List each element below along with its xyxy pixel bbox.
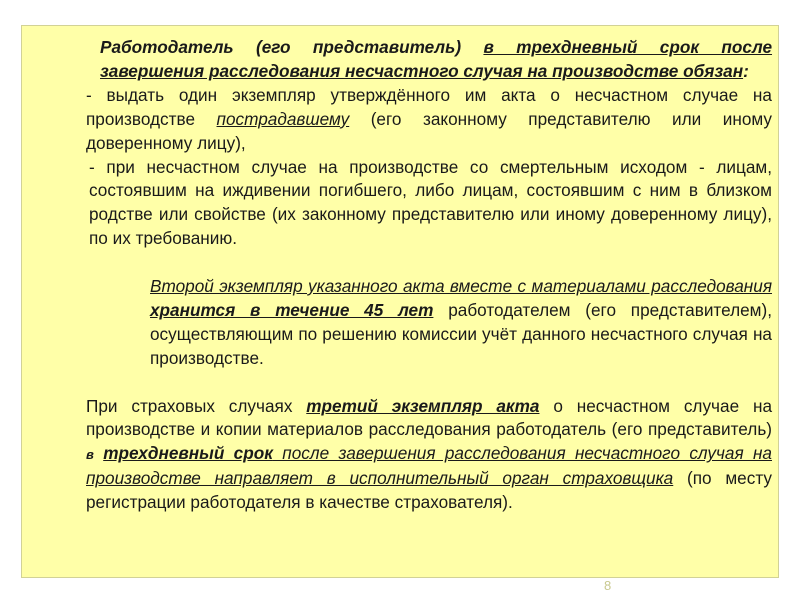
send-to-insurer: после завершения расследования несчастного случая на производстве направляет в исполнительный орган страховщика (86, 443, 772, 489)
three-day-term: трехдневный срок (103, 443, 273, 464)
slide-text (28, 36, 772, 515)
third-copy-phrase: третий экземпляр акта (306, 395, 540, 416)
third-copy-text: о несчастном случае на производстве и копии материалов расследования работодатель (его представитель) (86, 395, 773, 440)
issue-text-end: (его законному представителю или иному доверенному лицу), (86, 108, 772, 153)
victim-term: пострадавшему (216, 108, 350, 129)
space (94, 443, 103, 463)
registration-note: (по месту регистрации работодателя в качестве страхователя). (86, 468, 772, 513)
insurance-intro: При страховых случаях (86, 395, 307, 416)
paragraph-third-copy (28, 395, 772, 516)
deadline-phrase: в трехдневный срок после завершения расследования несчастного случая на производстве обязан (100, 37, 773, 81)
page-number: 8 (604, 578, 612, 593)
issue-text: - выдать один экземпляр утверждённого им акта о несчастном случае на производстве (86, 84, 772, 129)
paragraph-employer-obligation (28, 36, 772, 84)
storage-term: хранится в течение 45 лет (150, 299, 434, 320)
paragraph-fatal-case (28, 156, 772, 252)
paragraph-issue-to-victim (28, 84, 772, 156)
spacer (28, 251, 772, 275)
second-copy-text: работодателем (его представителем), осуществляющим по решению комиссии учёт данного несчастного случая на производстве. (150, 299, 772, 368)
in-word: в (86, 447, 94, 463)
paragraph-second-copy (28, 275, 772, 371)
colon: : (743, 60, 749, 81)
fatal-case-text: - при несчастном случае на производстве со смертельным исходом - лицам, состоявшим на иждивении погибшего, либо лицам, состоявшим с ним в близком родстве или свойстве (их законному представителю или иному доверенному лицу), по их требованию. (89, 156, 772, 249)
employer-phrase: Работодатель (его представитель) (100, 37, 484, 57)
second-copy-phrase: Второй экземпляр указанного акта вместе с материалами расследования (150, 276, 772, 297)
slide (21, 25, 779, 593)
spacer (28, 371, 772, 395)
